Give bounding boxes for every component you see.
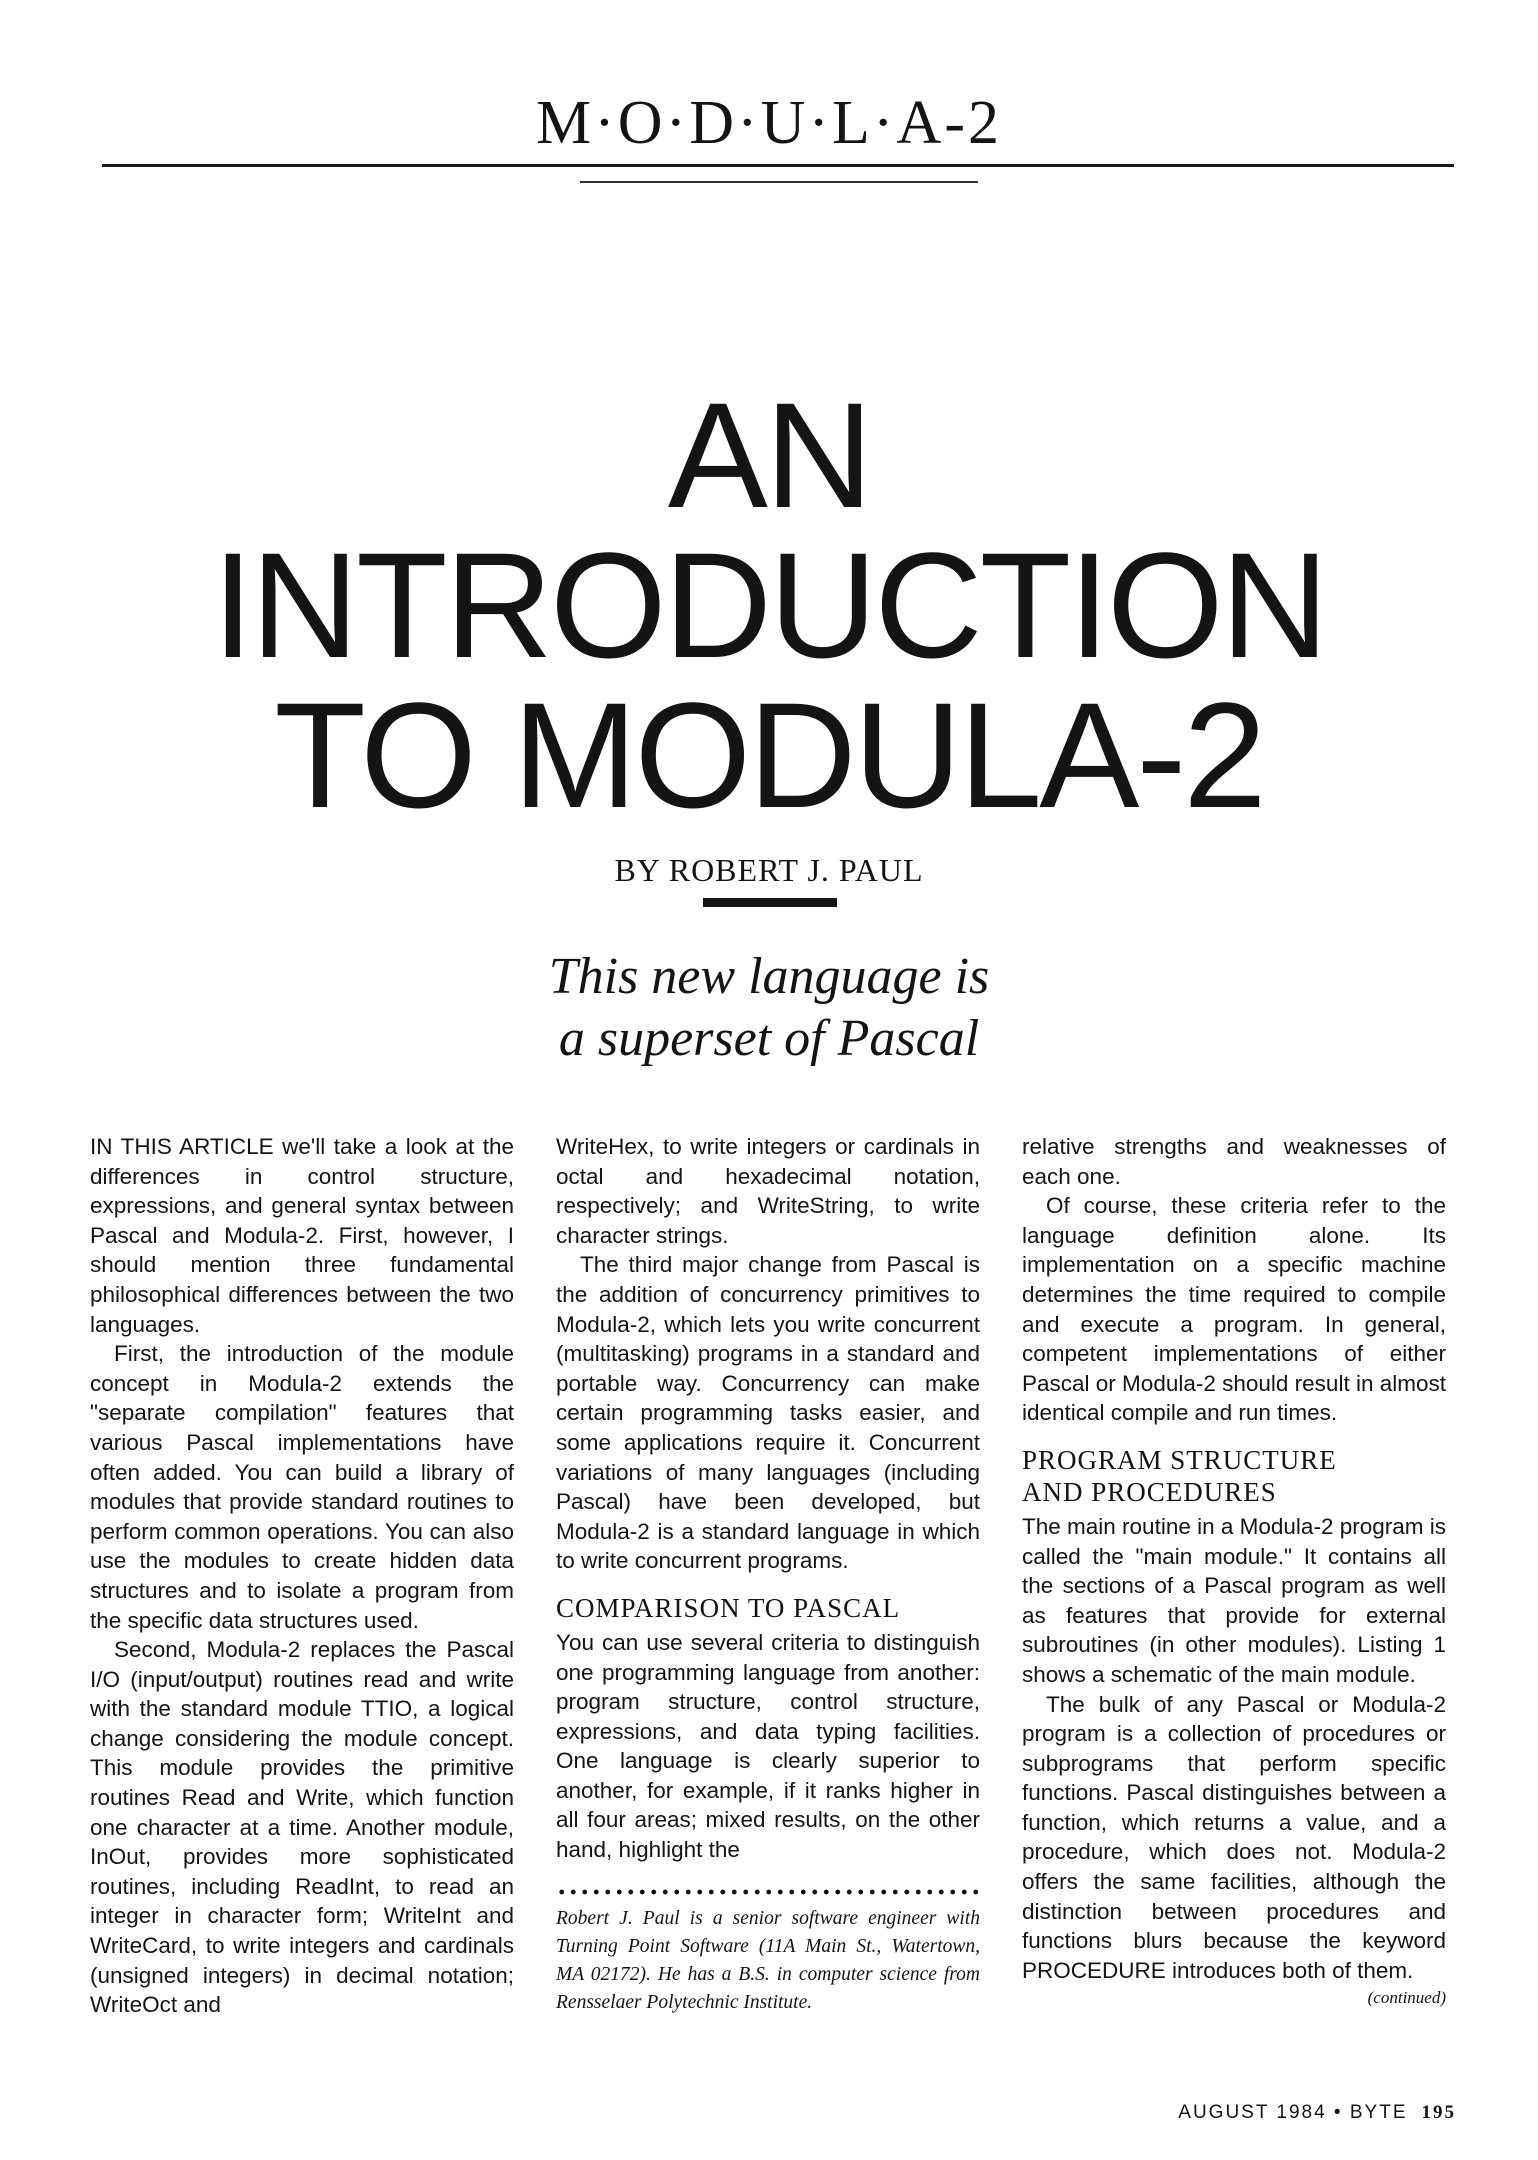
paragraph: relative strengths and weaknesses of each one. bbox=[1022, 1134, 1446, 1189]
page-number: 195 bbox=[1421, 2102, 1456, 2123]
paragraph: You can use several criteria to distinguish one programming language from another: program structure, control structure, expressions, and data typing facilities. One language is clearly superior to another, for example, if it ranks higher in all four areas; mixed results, on the other hand, highlight the bbox=[556, 1629, 980, 1863]
column-1 bbox=[90, 1132, 514, 2020]
dotted-divider bbox=[556, 1887, 980, 1897]
continued-label: (continued) bbox=[1367, 1988, 1446, 2008]
column-2 bbox=[556, 1132, 980, 2017]
byline-rule bbox=[703, 898, 837, 907]
column-3 bbox=[1022, 1132, 1446, 2011]
deck-line-1: This new language is bbox=[548, 948, 990, 1005]
paragraph: WriteHex, to write integers or cardinals in octal and hexadecimal notation, respectively; and WriteString, to write character strings. bbox=[556, 1134, 980, 1248]
paragraph: The third major change from Pascal is the addition of concurrency primitives to Modula-2, which lets you write concurrent (multitasking) programs in a standard and portable way. Concurrency can make certain programming tasks easier, and some applications require it. Concurrent variations of many languages (including Pascal) have been developed, but Modula-2 is a standard language in which to write concurrent programs. bbox=[556, 1252, 980, 1574]
deck-line-2: a superset of Pascal bbox=[558, 1010, 980, 1067]
subheading-program-structure bbox=[1022, 1444, 1446, 1508]
title-line-3: TO MODULA-2 bbox=[274, 671, 1264, 839]
paragraph: First, the introduction of the module concept in Modula-2 extends the "separate compilation" features that various Pascal implementations have often added. You can build a library of modules that provide standard routines to perform common operations. You can also use the modules to create hidden data structures and to isolate a program from the specific data structures used. bbox=[90, 1341, 514, 1633]
paragraph: Of course, these criteria refer to the language definition alone. Its implementation on a specific machine determines the time required to compile and execute a program. In general, competent implementations of either Pascal or Modula-2 should result in almost identical compile and run times. bbox=[1022, 1193, 1446, 1426]
title-line-1: AN bbox=[667, 371, 871, 539]
issue-label: AUGUST 1984 • BYTE bbox=[1178, 2102, 1408, 2123]
header-rule bbox=[102, 164, 1454, 167]
article-title bbox=[0, 371, 1538, 839]
author-bio: Robert J. Paul is a senior software engineer with Turning Point Software (11A Main St., Watertown, MA 02172). He has a B.S. in computer science from Rensselaer Polytechnic Institute. bbox=[556, 1907, 980, 2013]
byline: BY ROBERT J. PAUL bbox=[614, 852, 924, 888]
page-footer bbox=[1178, 2102, 1456, 2124]
header-short-rule bbox=[580, 181, 978, 183]
section-title: M·O·D·U·L·A-2 bbox=[536, 89, 1002, 157]
subheading-comparison: COMPARISON TO PASCAL bbox=[556, 1592, 901, 1623]
paragraph: The main routine in a Modula-2 program is called the "main module." It contains all the sections of a Pascal program as well as features that provide for external subroutines (in other modules). Listing 1 shows a schematic of the main module. bbox=[1022, 1513, 1446, 1687]
deck bbox=[0, 946, 1538, 1070]
title-line-2: INTRODUCTION bbox=[212, 521, 1326, 689]
subheading-line: AND PROCEDURES bbox=[1022, 1476, 1277, 1507]
paragraph: IN THIS ARTICLE we'll take a look at the differences in control structure, expressions, and general syntax between Pascal and Modula-2. First, however, I should mention three fundamental philosophical differences between the two languages. bbox=[90, 1134, 514, 1337]
paragraph: The bulk of any Pascal or Modula-2 program is a collection of procedures or subprograms that perform specific functions. Pascal distinguishes between a function, which returns a value, and a procedure, which does not. Modula-2 offers the same facilities, although the distinction between procedures and functions blurs because the keyword PROCEDURE introduces both of them. bbox=[1022, 1691, 1446, 1983]
paragraph: Second, Modula-2 replaces the Pascal I/O (input/output) routines read and write with the standard module TTIO, a logical change considering the module concept. This module provides the primitive routines Read and Write, which function one character at a time. Another module, InOut, provides more sophisticated routines, including ReadInt, to read an integer in character form; WriteInt and WriteCard, to write integers and cardinals (unsigned integers) in decimal notation; WriteOct and bbox=[90, 1637, 514, 2018]
subheading-line: PROGRAM STRUCTURE bbox=[1022, 1444, 1337, 1475]
